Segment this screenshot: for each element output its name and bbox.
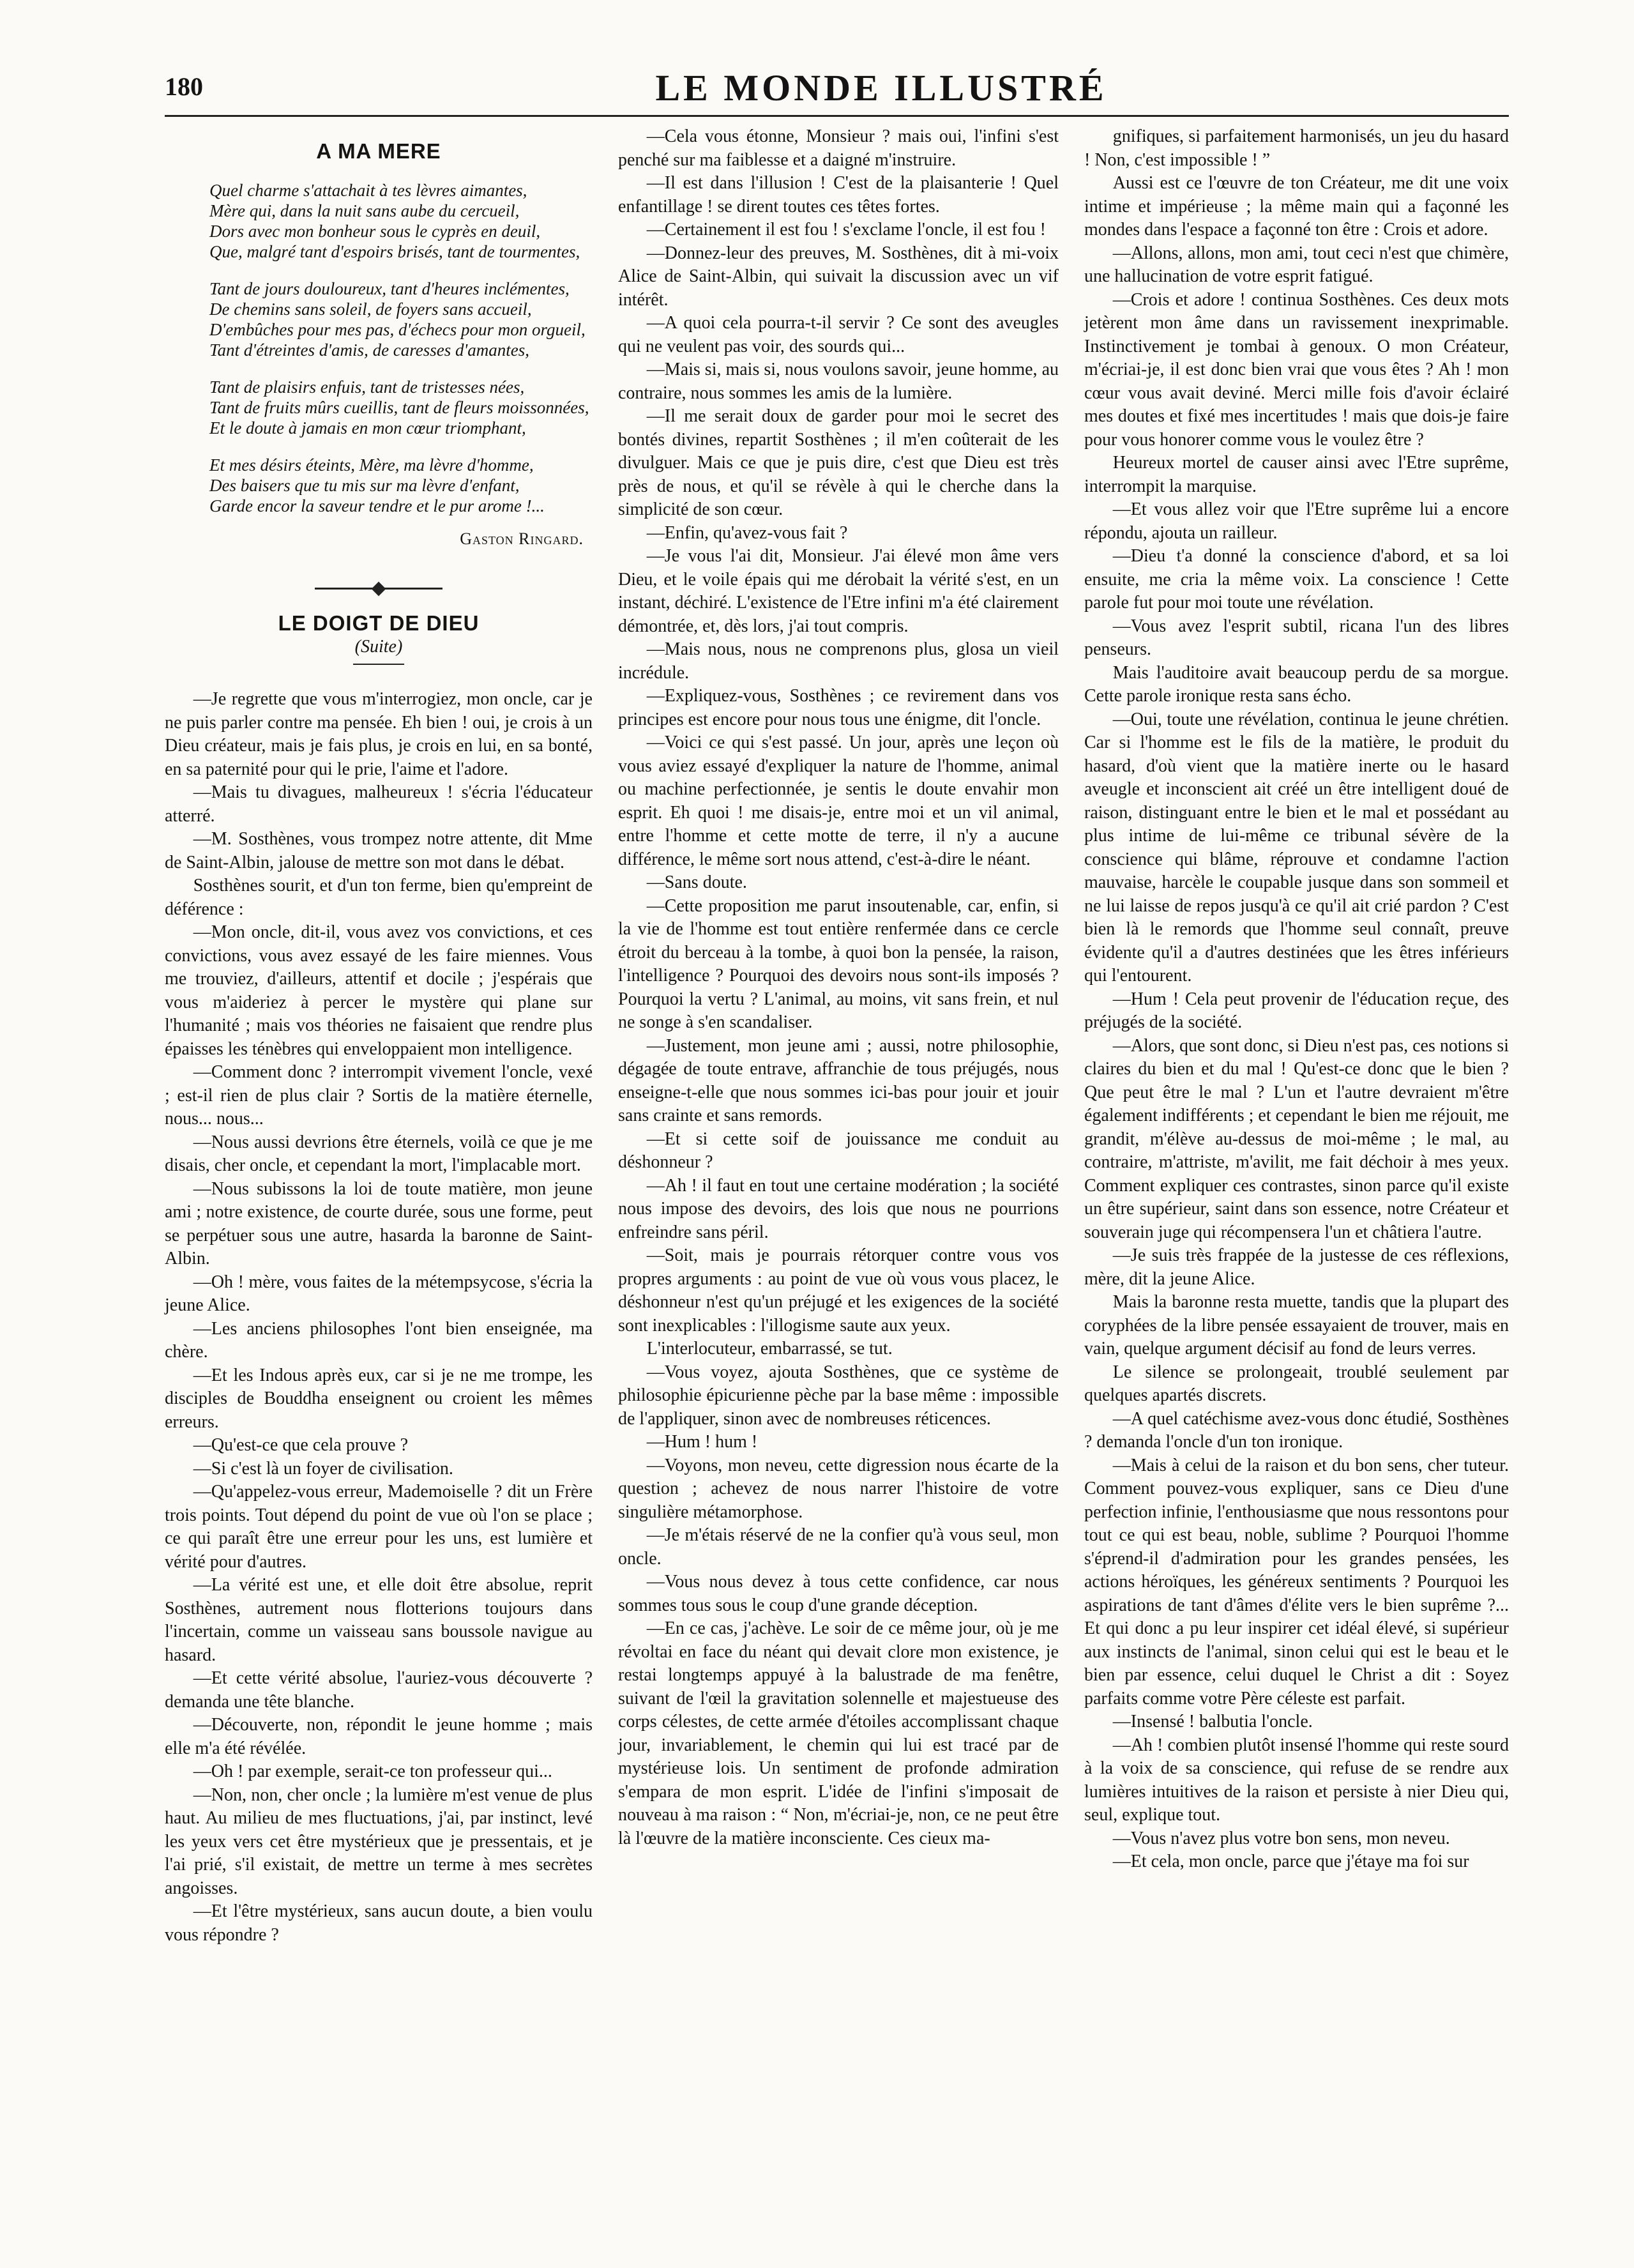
paragraph: —Il est dans l'illusion ! C'est de la plaisanterie ! Quel enfantillage ! se dirent toutes ces têtes fortes.	[618, 173, 1059, 217]
paragraph: —Crois et adore ! continua Sosthènes. Ces deux mots jetèrent mon âme dans un ravissement inexprimable. Instinctivement je tombai à genoux. O mon Créateur, m'écriai-je, il est donc bien vrai que vous êtes ? Ah ! mon cœur vous avait deviné. Merci mille fois d'avoir éclairé mes doutes et fixé mes incertitudes ! mais que dois-je faire pour vous honorer comme vous le voulez être ?	[1084, 289, 1509, 450]
paragraph: —Je suis très frappée de la justesse de ces réflexions, mère, dit la jeune Alice.	[1084, 1245, 1509, 1289]
column-1	[165, 131, 593, 1947]
poem-line: Tant de fruits mûrs cueillis, tant de fleurs moissonnées,	[209, 397, 589, 417]
paragraph: —Hum ! Cela peut provenir de l'éducation reçue, des préjugés de la société.	[1084, 989, 1509, 1032]
paragraph: Mais l'auditoire avait beaucoup perdu de sa morgue. Cette parole ironique resta sans écho.	[1084, 662, 1509, 706]
paragraph: —Et cette vérité absolue, l'auriez-vous découverte ? demanda une tête blanche.	[165, 1668, 593, 1712]
paragraph: —La vérité est une, et elle doit être absolue, reprit Sosthènes, autrement nous flotterions toujours dans l'incertain, comme un vaisseau sans boussole navigue au hasard.	[165, 1575, 593, 1665]
paragraph: Aussi est ce l'œuvre de ton Créateur, me dit une voix intime et impérieuse ; la même main qui a façonné les mondes dans l'espace a façonné ton être : Crois et adore.	[1084, 173, 1509, 240]
section-separator	[315, 584, 443, 593]
paragraph: —Hum ! hum !	[646, 1432, 758, 1452]
poem-title: A MA MERE	[316, 139, 441, 163]
paragraph: —Vous avez l'esprit subtil, ricana l'un des libres penseurs.	[1084, 616, 1509, 659]
paragraph: —Et l'être mystérieux, sans aucun doute, a bien voulu vous répondre ?	[165, 1901, 593, 1945]
poem-stanza	[165, 455, 593, 516]
paragraph: —Alors, que sont donc, si Dieu n'est pas, ces notions si claires du bien et du mal ! Qu'est-ce donc que le bien ? Que peut être le mal ? L'un et l'autre devraient m'être également indifférents ; et cependant le bien me réjouit, me grandit, m'élève au-dessus de moi-même ; le mal, au contraire, m'attriste, m'avilit, me fait déchoir à mes yeux. Comment expliquer ces contrastes, sinon parce qu'il existe un être supérieur, saint dans son essence, notre Créateur et souverain juge qui récompensera l'un et châtiera l'autre.	[1084, 1035, 1509, 1242]
paragraph: —Mais si, mais si, nous voulons savoir, jeune homme, au contraire, nous sommes les amis de la lumière.	[618, 360, 1059, 403]
paragraph: —Nous subissons la loi de toute matière, mon jeune ami ; notre existence, de courte durée, sous une forme, peut se perpétuer sous une autre, hasarda la baronne de Saint-Albin.	[165, 1178, 593, 1268]
poem-line: Tant de plaisirs enfuis, tant de tristesses nées,	[209, 377, 525, 397]
paragraph: Heureux mortel de causer ainsi avec l'Etre suprême, interrompit la marquise.	[1084, 453, 1509, 496]
column-2-text	[618, 125, 1059, 1850]
header-rule	[165, 115, 1509, 117]
poem-stanza	[165, 180, 593, 262]
poem-line: Dors avec mon bonheur sous le cyprès en deuil,	[209, 221, 541, 241]
paragraph: —Enfin, qu'avez-vous fait ?	[646, 522, 848, 543]
paragraph: —A quel catéchisme avez-vous donc étudié, Sosthènes ? demanda l'oncle d'un ton ironique.	[1084, 1408, 1509, 1452]
paragraph: —Il me serait doux de garder pour moi le secret des bontés divines, repartit Sosthènes ; il m'en coûterait de les divulguer. Mais ce que je puis dire, c'est que Dieu est très près de nous, et qu'il se révèle à qui le cherche dans la simplicité de son cœur.	[618, 406, 1059, 519]
paragraph: —Justement, mon jeune ami ; aussi, notre philosophie, dégagée de toute entrave, affranchie de tous préjugés, nous enseigne-t-elle que nous sommes ici-bas pour jouir et jouir sans crainte et sans remords.	[618, 1035, 1059, 1125]
paragraph: Le silence se prolongeait, troublé seulement par quelques apartés discrets.	[1084, 1362, 1509, 1405]
paragraph: —Oh ! par exemple, serait-ce ton professeur qui...	[193, 1762, 552, 1781]
paragraph: —Voici ce qui s'est passé. Un jour, après une leçon où vous aviez essayé d'expliquer la nature de l'homme, animal ou machine perfectionnée, je sentis le doute envahir mon esprit. Eh quoi ! me disais-je, entre moi et un vil animal, entre l'homme et cette motte de terre, il n'y a aucune différence, le même sort nous attend, c'est-à-dire le néant.	[618, 733, 1059, 869]
story-subtitle: (Suite)	[354, 636, 403, 657]
paragraph: —Soit, mais je pourrais rétorquer contre vous vos propres arguments : au point de vue où vous vous placez, le déshonneur n'est qu'un préjugé et les exigences de la société sont inexplicables : l'illogisme saute aux yeux.	[618, 1245, 1059, 1336]
paragraph: —Comment donc ? interrompit vivement l'oncle, vexé ; est-il rien de plus clair ? Sortis de la matière éternelle, nous... nous...	[165, 1062, 593, 1129]
paragraph: Sosthènes sourit, et d'un ton ferme, bien qu'empreint de déférence :	[165, 876, 593, 919]
paragraph: —Et vous allez voir que l'Etre suprême lui a encore répondu, ajouta un railleur.	[1084, 499, 1509, 543]
masthead-title: LE MONDE ILLUSTRÉ	[655, 67, 1107, 109]
paragraph: —Cela vous étonne, Monsieur ? mais oui, l'infini s'est penché sur ma faiblesse et a daigné m'instruire.	[618, 126, 1059, 170]
poem-line: Garde encor la saveur tendre et le pur arome !...	[209, 496, 545, 515]
column-2	[618, 125, 1059, 1850]
paragraph: —Et les Indous après eux, car si je ne me trompe, les disciples de Bouddha enseignent ou croient les mêmes erreurs.	[165, 1365, 593, 1432]
paragraph: —Mais nous, nous ne comprenons plus, glosa un vieil incrédule.	[618, 639, 1059, 683]
paragraph: —Vous nous devez à tous cette confidence, car nous sommes tous sous le coup d'une grande déception.	[618, 1572, 1059, 1615]
paragraph: —Si c'est là un foyer de civilisation.	[193, 1458, 453, 1479]
paragraph: —Les anciens philosophes l'ont bien enseignée, ma chère.	[165, 1318, 593, 1362]
paragraph: —Voyons, mon neveu, cette digression nous écarte de la question ; achevez de nous narrer l'histoire de votre singulière métamorphose.	[618, 1455, 1059, 1522]
poem-line: De chemins sans soleil, de foyers sans accueil,	[209, 299, 532, 319]
paragraph: L'interlocuteur, embarrassé, se tut.	[646, 1339, 893, 1359]
paragraph: —Ah ! combien plutôt insensé l'homme qui reste sourd à la voix de sa conscience, qui refuse de se rendre aux lumières intuitives de la raison et persiste à nier Dieu qui, seul, explique tout.	[1084, 1735, 1509, 1825]
poem-stanza	[165, 377, 593, 438]
paragraph: —Je regrette que vous m'interrogiez, mon oncle, car je ne puis parler contre ma pensée. Eh bien ! oui, je crois à un Dieu créateur, mais je fais plus, je crois en lui, en sa bonté, en sa paternité pour qui le prie, l'aime et l'adore.	[165, 689, 593, 779]
paragraph: —Cette proposition me parut insoutenable, car, enfin, si la vie de l'homme est tout entière renfermée dans ce cercle étroit du berceau à la tombe, à quoi bon la pensée, la raison, l'intelligence ? Pourquoi des devoirs nous sont-ils imposés ? Pourquoi la vertu ? L'animal, au moins, vit sans frein, et nul ne songe à s'en scandaliser.	[618, 895, 1059, 1032]
column-3	[1084, 125, 1509, 1874]
page-number: 180	[165, 72, 203, 101]
subtitle-rule	[353, 664, 404, 665]
paragraph: —Oui, toute une révélation, continua le jeune chrétien. Car si l'homme est le fils de la matière, le produit du hasard, d'où vient que la matière inerte ou le hasard aveugle et inconscient ait créé un être intelligent doué de raison, distinguant entre le bien et le mal et possédant au plus intime de lui-même ce tribunal sévère de la conscience qui blâme, réprouve et condamne l'action mauvaise, harcèle le coupable jusque dans son sommeil et ne lui laisse de repos jusqu'à ce qu'il ait crié pardon ? C'est bien là le remords que l'homme seul connaît, preuve évidente qu'il a d'autres destinées que les êtres inférieurs qui l'entourent.	[1084, 709, 1509, 986]
paragraph: —Sans doute.	[646, 872, 747, 892]
poem-body	[165, 180, 593, 516]
paragraph: —Allons, allons, mon ami, tout ceci n'est que chimère, une hallucination de votre esprit fatigué.	[1084, 243, 1509, 286]
poem-line: Et mes désirs éteints, Mère, ma lèvre d'homme,	[209, 455, 534, 475]
paragraph: —Découverte, non, répondit le jeune homme ; mais elle m'a été révélée.	[165, 1715, 593, 1758]
paragraph: —Mais à celui de la raison et du bon sens, cher tuteur. Comment pouvez-vous expliquer, sans ce Dieu d'une perfection infinie, l'enthousiasme que nous ressontons pour tout ce qui est beau, noble, sublime ? Pourquoi l'homme s'éprend-il d'admiration pour les grandes pensées, les actions héroïques, les généreux sentiments ? Pourquoi les aspirations de tant d'âmes d'élite vers le bien suprême ?... Et qui donc a pu leur inspirer cet idéal élevé, si supérieur aux instincts de l'animal, sinon celui qui est le beau et le bien par essence, celui duquel le Christ a dit : Soyez parfaits comme votre Père céleste est parfait.	[1084, 1455, 1509, 1709]
column-3-text	[1084, 125, 1509, 1874]
poem-line: Mère qui, dans la nuit sans aube du cercueil,	[209, 201, 520, 220]
paragraph: —Dieu t'a donné la conscience d'abord, et sa loi ensuite, me cria la même voix. La conscience ! Cette parole fut pour moi toute une révélation.	[1084, 546, 1509, 613]
paragraph: —Non, non, cher oncle ; la lumière m'est venue de plus haut. Au milieu de mes fluctuations, j'ai, par instinct, levé les yeux vers cet être mystérieux que je pressentais, et je l'ai prié, s'il existait, de mettre un terme à mes secrètes angoisses.	[165, 1785, 593, 1898]
paragraph: —A quoi cela pourra-t-il servir ? Ce sont des aveugles qui ne veulent pas voir, des sourds qui...	[618, 313, 1059, 356]
paragraph: —En ce cas, j'achève. Le soir de ce même jour, où je me révoltai en face du néant qui devait clore mon existence, je restai longtemps appuyé à la balustrade de ma fenêtre, suivant de l'œil la gravitation solennelle et majestueuse des corps célestes, de cette armée d'étoiles accomplissant chaque jour, invariablement, le chemin qui lui est tracé par de mystérieuse lois. Un sentiment de profonde admiration s'empara de mon esprit. L'idée de l'infini s'imposait de nouveau à ma raison : “ Non, m'écriai-je, non, ce ne peut être là l'œuvre de la matière inconsciente. Ces cieux ma-	[618, 1618, 1059, 1848]
paragraph: —Expliquez-vous, Sosthènes ; ce revirement dans vos principes est encore pour nous tous une énigme, dit l'oncle.	[618, 686, 1059, 729]
paragraph: —Je m'étais réservé de ne la confier qu'à vous seul, mon oncle.	[618, 1525, 1059, 1569]
paragraph: gnifiques, si parfaitement harmonisés, un jeu du hasard ! Non, c'est impossible ! ”	[1084, 126, 1509, 170]
poem-line: Et le doute à jamais en mon cœur triomphant,	[209, 418, 526, 438]
poem-author: Gaston Ringard.	[460, 529, 584, 548]
paragraph: —Mon oncle, dit-il, vous avez vos convictions, et ces convictions, vous avez essayé de les faire miennes. Vous me trouviez, d'ailleurs, attentif et docile ; j'espérais que vous m'aideriez à percer le mystère qui plane sur l'humanité ; mais vos théories ne faisaient que rendre plus épaisses les ténèbres qui enveloppaient mon intelligence.	[165, 922, 593, 1059]
paragraph: —Ah ! il faut en tout une certaine modération ; la société nous impose des devoirs, des lois que nous ne pourrions enfreindre sans péril.	[618, 1175, 1059, 1242]
paragraph: —Vous n'avez plus votre bon sens, mon neveu.	[1112, 1828, 1450, 1848]
paragraph: —Et cela, mon oncle, parce que j'étaye ma foi sur	[1112, 1852, 1469, 1871]
poem-line: Tant de jours douloureux, tant d'heures inclémentes,	[209, 278, 570, 298]
paragraph: —Insensé ! balbutia l'oncle.	[1112, 1712, 1313, 1731]
paragraph: —Je vous l'ai dit, Monsieur. J'ai élevé mon âme vers Dieu, et le voile épais qui me dérobait la vérité s'est, en un instant, déchiré. L'existence de l'Etre infini m'a été clairement démontrée, et, dès lors, j'ai tout compris.	[618, 546, 1059, 636]
poem-line: Quel charme s'attachait à tes lèvres aimantes,	[209, 180, 527, 200]
story-title: LE DOIGT DE DIEU	[278, 611, 480, 635]
poem-line: Des baisers que tu mis sur ma lèvre d'enfant,	[209, 475, 520, 495]
paragraph: —Oh ! mère, vous faites de la métempsycose, s'écria la jeune Alice.	[165, 1272, 593, 1315]
poem-line: Tant d'étreintes d'amis, de caresses d'amantes,	[209, 340, 530, 360]
paragraph: —Certainement il est fou ! s'exclame l'oncle, il est fou !	[646, 220, 1046, 240]
paragraph: —Donnez-leur des preuves, M. Sosthènes, dit à mi-voix Alice de Saint-Albin, qui suivait la discussion avec un vif intérêt.	[618, 243, 1059, 310]
column-1-text	[165, 688, 593, 1947]
poem-stanza	[165, 278, 593, 360]
paragraph: Mais la baronne resta muette, tandis que la plupart des coryphées de la libre pensée essayaient de trouver, mais en vain, quelque argument décisif au fond de leurs verres.	[1084, 1292, 1509, 1359]
poem-line: D'embûches pour mes pas, d'échecs pour mon orgueil,	[209, 319, 586, 339]
paragraph: —Nous aussi devrions être éternels, voilà ce que je me disais, cher oncle, et cependant la mort, l'implacable mort.	[165, 1132, 593, 1175]
paragraph: —Qu'est-ce que cela prouve ?	[193, 1435, 409, 1455]
paragraph: —Et si cette soif de jouissance me conduit au déshonneur ?	[618, 1129, 1059, 1172]
paragraph: —Qu'appelez-vous erreur, Mademoiselle ? dit un Frère trois points. Tout dépend du point de vue où l'on se place ; ce qui paraît être une erreur pour les uns, est lumière et vérité pour d'autres.	[165, 1482, 593, 1572]
paragraph: —Mais tu divagues, malheureux ! s'écria l'éducateur atterré.	[165, 782, 593, 826]
paragraph: —M. Sosthènes, vous trompez notre attente, dit Mme de Saint-Albin, jalouse de mettre son mot dans le débat.	[165, 829, 593, 872]
poem-line: Que, malgré tant d'espoirs brisés, tant de tourmentes,	[209, 241, 580, 261]
paragraph: —Vous voyez, ajouta Sosthènes, que ce système de philosophie épicurienne pèche par la base même : impossible de l'appliquer, sinon avec de nombreuses réticences.	[618, 1362, 1059, 1429]
